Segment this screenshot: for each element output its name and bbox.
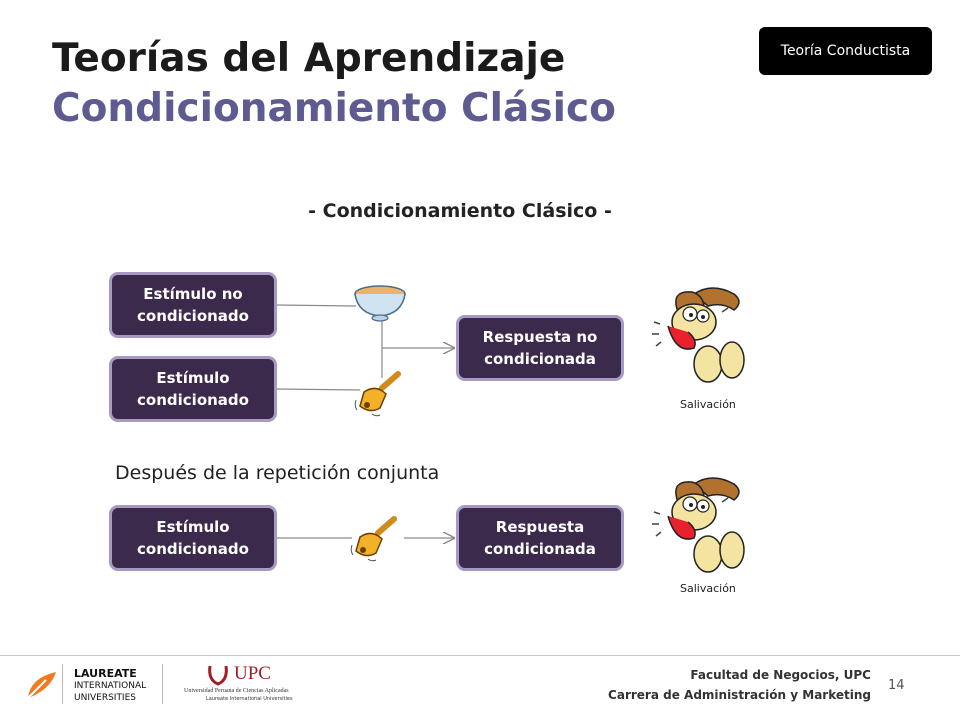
box-unconditioned-response-label: Respuesta no condicionada (482, 328, 598, 368)
box-unconditioned-stimulus (109, 272, 277, 338)
salivation-label-top: Salivación (680, 398, 736, 411)
upc-logo-subtitle-2: Laureate International Universities (206, 696, 293, 702)
box-conditioned-stimulus-bottom-label: Estímulo condicionado (137, 518, 249, 558)
laureate-logo-line3: UNIVERSITIES (74, 693, 136, 703)
box-conditioned-stimulus-label: Estímulo condicionado (137, 369, 249, 409)
bell-icon-bottom (348, 515, 402, 565)
line-unconditioned-to-bowl (276, 305, 356, 306)
slide-subtitle: Condicionamiento Clásico (52, 86, 616, 131)
line-conditioned-to-bell (276, 389, 360, 390)
footer-faculty: Facultad de Negocios, UPC (690, 668, 871, 682)
footer-text (560, 665, 871, 705)
bell-icon (352, 370, 406, 420)
upc-logo-subtitle: Universidad Peruana de Ciencias Aplicadas (184, 688, 289, 694)
laureate-logo-line1: LAUREATE (74, 667, 137, 680)
salivating-dog-icon (648, 282, 752, 388)
box-conditioned-stimulus-bottom (109, 505, 277, 571)
diagram-title: - Condicionamiento Clásico - (308, 200, 612, 222)
laureate-logo-line2: INTERNATIONAL (74, 681, 147, 691)
box-conditioned-response-label: Respuesta condicionada (484, 518, 596, 558)
theory-badge: Teoría Conductista (759, 27, 932, 75)
box-conditioned-response (456, 505, 624, 571)
box-unconditioned-stimulus-label: Estímulo no condicionado (137, 285, 249, 325)
logo-divider-1 (62, 664, 63, 704)
laureate-leaf-icon (24, 668, 60, 702)
page-number: 14 (888, 678, 905, 693)
box-conditioned-stimulus (109, 356, 277, 422)
logo-divider-2 (162, 664, 163, 704)
laureate-logo (74, 668, 146, 704)
upc-logo: UPC (234, 663, 271, 684)
after-repetition-text: Después de la repetición conjunta (115, 462, 440, 484)
box-unconditioned-response (456, 315, 624, 381)
footer-career: Carrera de Administración y Marketing (608, 688, 871, 702)
bowl-icon (352, 282, 408, 324)
upc-emblem-icon (206, 664, 232, 686)
slide-title: Teorías del Aprendizaje (52, 36, 566, 81)
salivation-label-bottom: Salivación (680, 582, 736, 595)
salivating-dog-icon-bottom (648, 472, 752, 578)
footer-divider (0, 655, 960, 656)
